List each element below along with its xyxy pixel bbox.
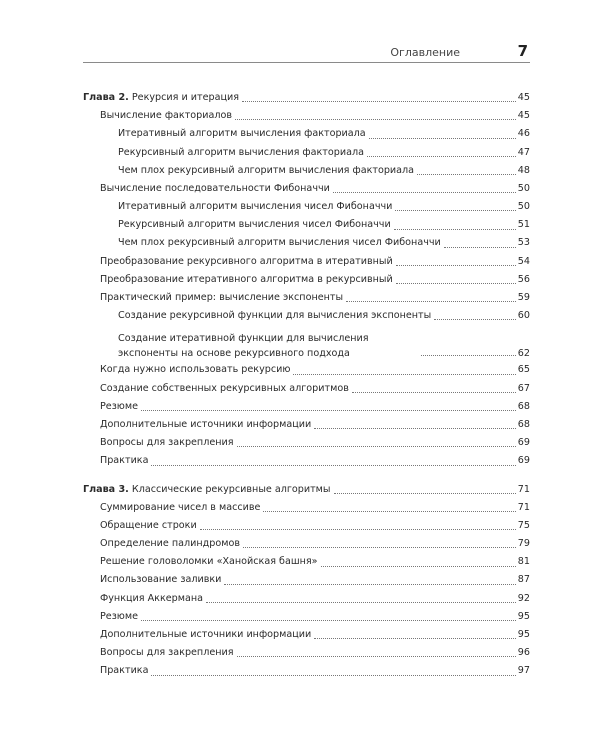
toc-entry[interactable]: [83, 180, 530, 198]
page-ref: 68: [517, 400, 530, 412]
entry-title: Чем плох рекурсивный алгоритм вычисления факториала: [118, 164, 415, 176]
entry-title: Решение головоломки «Ханойская башня»: [100, 556, 318, 568]
page-ref: 50: [517, 182, 530, 194]
page-ref: 68: [517, 418, 530, 430]
page-ref: 75: [517, 519, 530, 531]
dot-leader: [224, 584, 515, 585]
toc-entry[interactable]: [83, 434, 530, 452]
page-ref: 50: [517, 201, 530, 213]
page-ref: 97: [517, 665, 530, 677]
dot-leader: [444, 247, 516, 248]
entry-title: Резюме: [100, 610, 139, 622]
page-ref: 81: [517, 556, 530, 568]
page-ref: 69: [517, 437, 530, 449]
entry-title: Практика: [100, 455, 149, 467]
page-ref: 48: [517, 164, 530, 176]
toc-entry[interactable]: [83, 553, 530, 571]
dot-leader: [334, 493, 516, 494]
toc-entry[interactable]: [83, 572, 530, 590]
toc-entry[interactable]: [83, 198, 530, 216]
toc-entry[interactable]: [83, 452, 530, 470]
entry-title: Практический пример: вычисление экспоненты: [100, 292, 344, 304]
chapter-label: Глава 2.: [83, 91, 129, 103]
page-ref: 51: [517, 219, 530, 231]
dot-leader: [237, 656, 516, 657]
entry-title: Рекурсивный алгоритм вычисления факториала: [118, 146, 364, 158]
page-ref: 62: [517, 348, 530, 360]
dot-leader: [369, 138, 516, 139]
page-ref: 95: [517, 629, 530, 641]
page-ref: 53: [517, 237, 530, 249]
dot-leader: [314, 428, 516, 429]
dot-leader: [321, 566, 516, 567]
chapter-name: Классические рекурсивные алгоритмы: [131, 483, 331, 495]
page-ref: 60: [517, 310, 530, 322]
page-ref: 45: [517, 91, 530, 103]
entry-title: Преобразование итеративного алгоритма в рекурсивный: [100, 273, 393, 285]
toc-entry[interactable]: [83, 398, 530, 416]
entry-title: Дополнительные источники информации: [100, 418, 312, 430]
toc-entry[interactable]: [83, 535, 530, 553]
toc-entry[interactable]: [83, 644, 530, 662]
toc-entry[interactable]: [83, 590, 530, 608]
entry-title: Функция Аккермана: [100, 592, 204, 604]
running-header: [83, 44, 530, 63]
entry-title: Практика: [100, 665, 149, 677]
toc-entry[interactable]: [83, 307, 530, 325]
toc-entry[interactable]: [83, 235, 530, 253]
toc-entry[interactable]: [83, 380, 530, 398]
chapter-name: Рекурсия и итерация: [131, 91, 239, 103]
dot-leader: [237, 446, 516, 447]
entry-title: Создание рекурсивной функции для вычисления экспоненты: [118, 310, 432, 322]
entry-title: Когда нужно использовать рекурсию: [100, 364, 291, 376]
entry-title: Суммирование чисел в массиве: [100, 501, 261, 513]
page-ref: 92: [517, 592, 530, 604]
entry-title: Определение палиндромов: [100, 538, 240, 550]
entry-title: Дополнительные источники информации: [100, 629, 312, 641]
chapter-label: Глава 3.: [83, 483, 129, 495]
toc-entry[interactable]: [83, 499, 530, 517]
page-ref: 54: [517, 255, 530, 267]
dot-leader: [395, 210, 515, 211]
entry-title: Резюме: [100, 400, 139, 412]
chapter-section: [83, 481, 530, 681]
dot-leader: [242, 101, 516, 102]
entry-title: Вычисление факториалов: [100, 110, 233, 122]
dot-leader: [243, 547, 516, 548]
toc-entry[interactable]: [83, 107, 530, 125]
page-ref: 47: [517, 146, 530, 158]
entry-title: Вычисление последовательности Фибоначчи: [100, 182, 330, 194]
dot-leader: [434, 319, 516, 320]
dot-leader: [141, 410, 516, 411]
entry-title: Обращение строки: [100, 519, 197, 531]
entry-title: Вопросы для закрепления: [100, 647, 234, 659]
page-ref: 79: [517, 538, 530, 550]
toc-chapter-entry[interactable]: [83, 481, 530, 499]
page-number: 7: [517, 42, 528, 60]
toc-entry[interactable]: [83, 626, 530, 644]
toc-entry[interactable]: [83, 162, 530, 180]
entry-title: Рекурсивный алгоритм вычисления чисел Фибоначчи: [118, 219, 391, 231]
dot-leader: [367, 156, 516, 157]
page-ref: 71: [517, 501, 530, 513]
dot-leader: [396, 283, 516, 284]
dot-leader: [151, 465, 515, 466]
page-ref: 95: [517, 610, 530, 622]
dot-leader: [346, 301, 516, 302]
toc-entry[interactable]: [83, 416, 530, 434]
entry-title: Использование заливки: [100, 574, 222, 586]
page-ref: 45: [517, 110, 530, 122]
entry-title: Итеративный алгоритм вычисления факториала: [118, 128, 366, 140]
page-ref: 56: [517, 273, 530, 285]
toc-entry[interactable]: [83, 662, 530, 680]
page-ref: 96: [517, 647, 530, 659]
dot-leader: [235, 119, 516, 120]
toc-entry[interactable]: [83, 216, 530, 234]
toc-chapter-entry[interactable]: [83, 89, 530, 107]
dot-leader: [417, 174, 516, 175]
page-ref: 71: [517, 483, 530, 495]
toc-entry[interactable]: [83, 517, 530, 535]
dot-leader: [396, 265, 516, 266]
dot-leader: [141, 620, 516, 621]
entry-title: Итеративный алгоритм вычисления чисел Фибоначчи: [118, 201, 393, 213]
page-ref: 67: [517, 382, 530, 394]
page-ref: 46: [517, 128, 530, 140]
toc-entry[interactable]: [83, 325, 530, 361]
dot-leader: [421, 355, 516, 356]
dot-leader: [263, 511, 515, 512]
page-ref: 87: [517, 574, 530, 586]
table-of-contents: [83, 89, 530, 691]
dot-leader: [352, 392, 516, 393]
dot-leader: [206, 602, 516, 603]
entry-title: Создание собственных рекурсивных алгоритмов: [100, 382, 349, 394]
dot-leader: [200, 529, 516, 530]
chapter-section: [83, 89, 530, 471]
dot-leader: [151, 675, 515, 676]
dot-leader: [293, 374, 515, 375]
entry-title: Создание итеративной функции для вычисления экспоненты на основе рекурсивного подхода: [118, 333, 369, 360]
toc-entry[interactable]: [83, 253, 530, 271]
chapter-title: [83, 481, 331, 499]
page-ref: 59: [517, 292, 530, 304]
toc-entry[interactable]: [83, 144, 530, 162]
entry-title: Вопросы для закрепления: [100, 437, 234, 449]
entry-title: Чем плох рекурсивный алгоритм вычисления чисел Фибоначчи: [118, 237, 441, 249]
toc-entry[interactable]: [83, 361, 530, 379]
dot-leader: [333, 192, 516, 193]
page-ref: 69: [517, 455, 530, 467]
chapter-title: [83, 89, 239, 107]
dot-leader: [314, 638, 516, 639]
page-ref: 65: [517, 364, 530, 376]
toc-entry[interactable]: [83, 125, 530, 143]
toc-entry[interactable]: [83, 608, 530, 626]
dot-leader: [394, 229, 516, 230]
header-title: Оглавление: [390, 46, 460, 59]
entry-title: Преобразование рекурсивного алгоритма в итеративный: [100, 255, 393, 267]
toc-entry[interactable]: [83, 289, 530, 307]
toc-entry[interactable]: [83, 271, 530, 289]
